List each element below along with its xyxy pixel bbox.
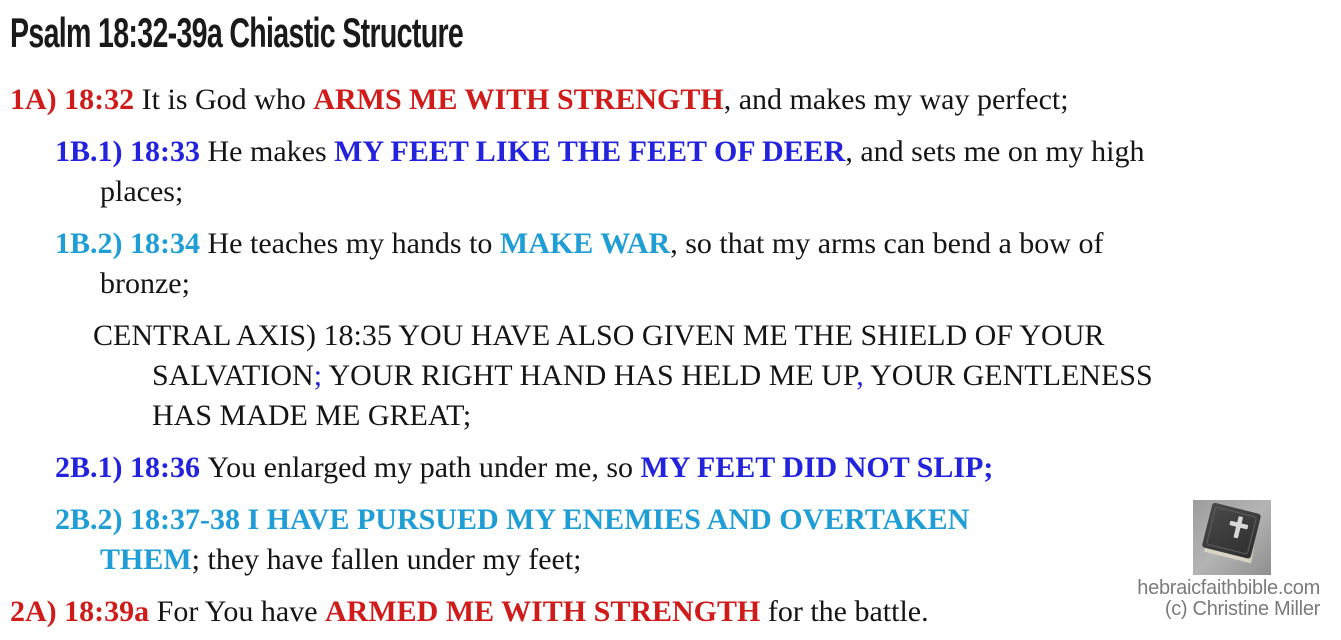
copyright-credit: (c) Christine Miller bbox=[1164, 598, 1320, 620]
text-line bbox=[100, 172, 1341, 212]
attribution-block bbox=[1100, 500, 1320, 620]
chiasm-line-1B.1 bbox=[10, 132, 1341, 212]
text-segment: 2B.1) 18:36 bbox=[55, 451, 208, 484]
text-segment: HAS MADE ME GREAT; bbox=[152, 399, 472, 432]
text-segment: places; bbox=[100, 175, 184, 208]
site-url: hebraicfaithbible.com bbox=[1137, 577, 1320, 599]
text-segment: , bbox=[856, 359, 864, 392]
text-segment: MAKE WAR bbox=[499, 227, 671, 260]
text-segment: SALVATION bbox=[152, 359, 314, 392]
text-line bbox=[93, 316, 1341, 356]
text-segment: , and makes my way perfect; bbox=[723, 83, 1069, 116]
text-segment: 2B.2) 18:37-38 I HAVE PURSUED MY ENEMIES AND OVERTAKEN bbox=[55, 503, 970, 536]
chiasm-line-1B.2 bbox=[10, 224, 1341, 304]
text-segment: 1B.2) 18:34 bbox=[55, 227, 208, 260]
chiasm-line-CENTRAL-AXIS bbox=[10, 316, 1341, 436]
text-line bbox=[152, 356, 1341, 396]
text-segment: MY FEET LIKE THE FEET OF DEER bbox=[334, 135, 846, 168]
text-line bbox=[10, 80, 1341, 120]
chiasm-line-2B.1 bbox=[10, 448, 1341, 488]
text-segment: You enlarged my path under me, so bbox=[207, 451, 641, 484]
text-segment: ; bbox=[313, 359, 323, 392]
text-segment: 2A) 18:39a bbox=[10, 595, 157, 628]
text-line bbox=[100, 264, 1341, 304]
text-segment: 1B.1) 18:33 bbox=[55, 135, 208, 168]
text-line bbox=[152, 396, 1341, 436]
chiasm-line-1A bbox=[10, 80, 1341, 120]
text-segment: ARMS ME WITH STRENGTH bbox=[313, 83, 724, 116]
text-line bbox=[55, 448, 1341, 488]
text-segment: He makes bbox=[207, 135, 335, 168]
page-title: Psalm 18:32-39a Chiastic Structure bbox=[10, 9, 464, 56]
text-segment: ; they have fallen under my feet; bbox=[191, 543, 582, 576]
text-segment: THEM bbox=[100, 543, 192, 576]
text-segment: For You have bbox=[156, 595, 326, 628]
text-line bbox=[55, 224, 1341, 264]
text-segment: It is God who bbox=[141, 83, 314, 116]
text-segment: YOUR GENTLENESS bbox=[863, 359, 1153, 392]
text-segment: He teaches my hands to bbox=[207, 227, 500, 260]
text-segment: CENTRAL AXIS) 18:35 YOU HAVE ALSO GIVEN ME THE SHIELD OF YOUR bbox=[93, 319, 1105, 352]
text-line bbox=[55, 132, 1341, 172]
text-segment: bronze; bbox=[100, 267, 190, 300]
text-segment: , so that my arms can bend a bow of bbox=[670, 227, 1104, 260]
text-segment: YOUR RIGHT HAND HAS HELD ME UP bbox=[322, 359, 857, 392]
text-segment: , and sets me on my high bbox=[845, 135, 1145, 168]
text-segment: for the battle. bbox=[760, 595, 929, 628]
text-segment: ARMED ME WITH STRENGTH bbox=[325, 595, 761, 628]
bible-photo-icon bbox=[1193, 500, 1271, 575]
text-segment: MY FEET DID NOT SLIP; bbox=[640, 451, 994, 484]
text-segment: 1A) 18:32 bbox=[10, 83, 142, 116]
